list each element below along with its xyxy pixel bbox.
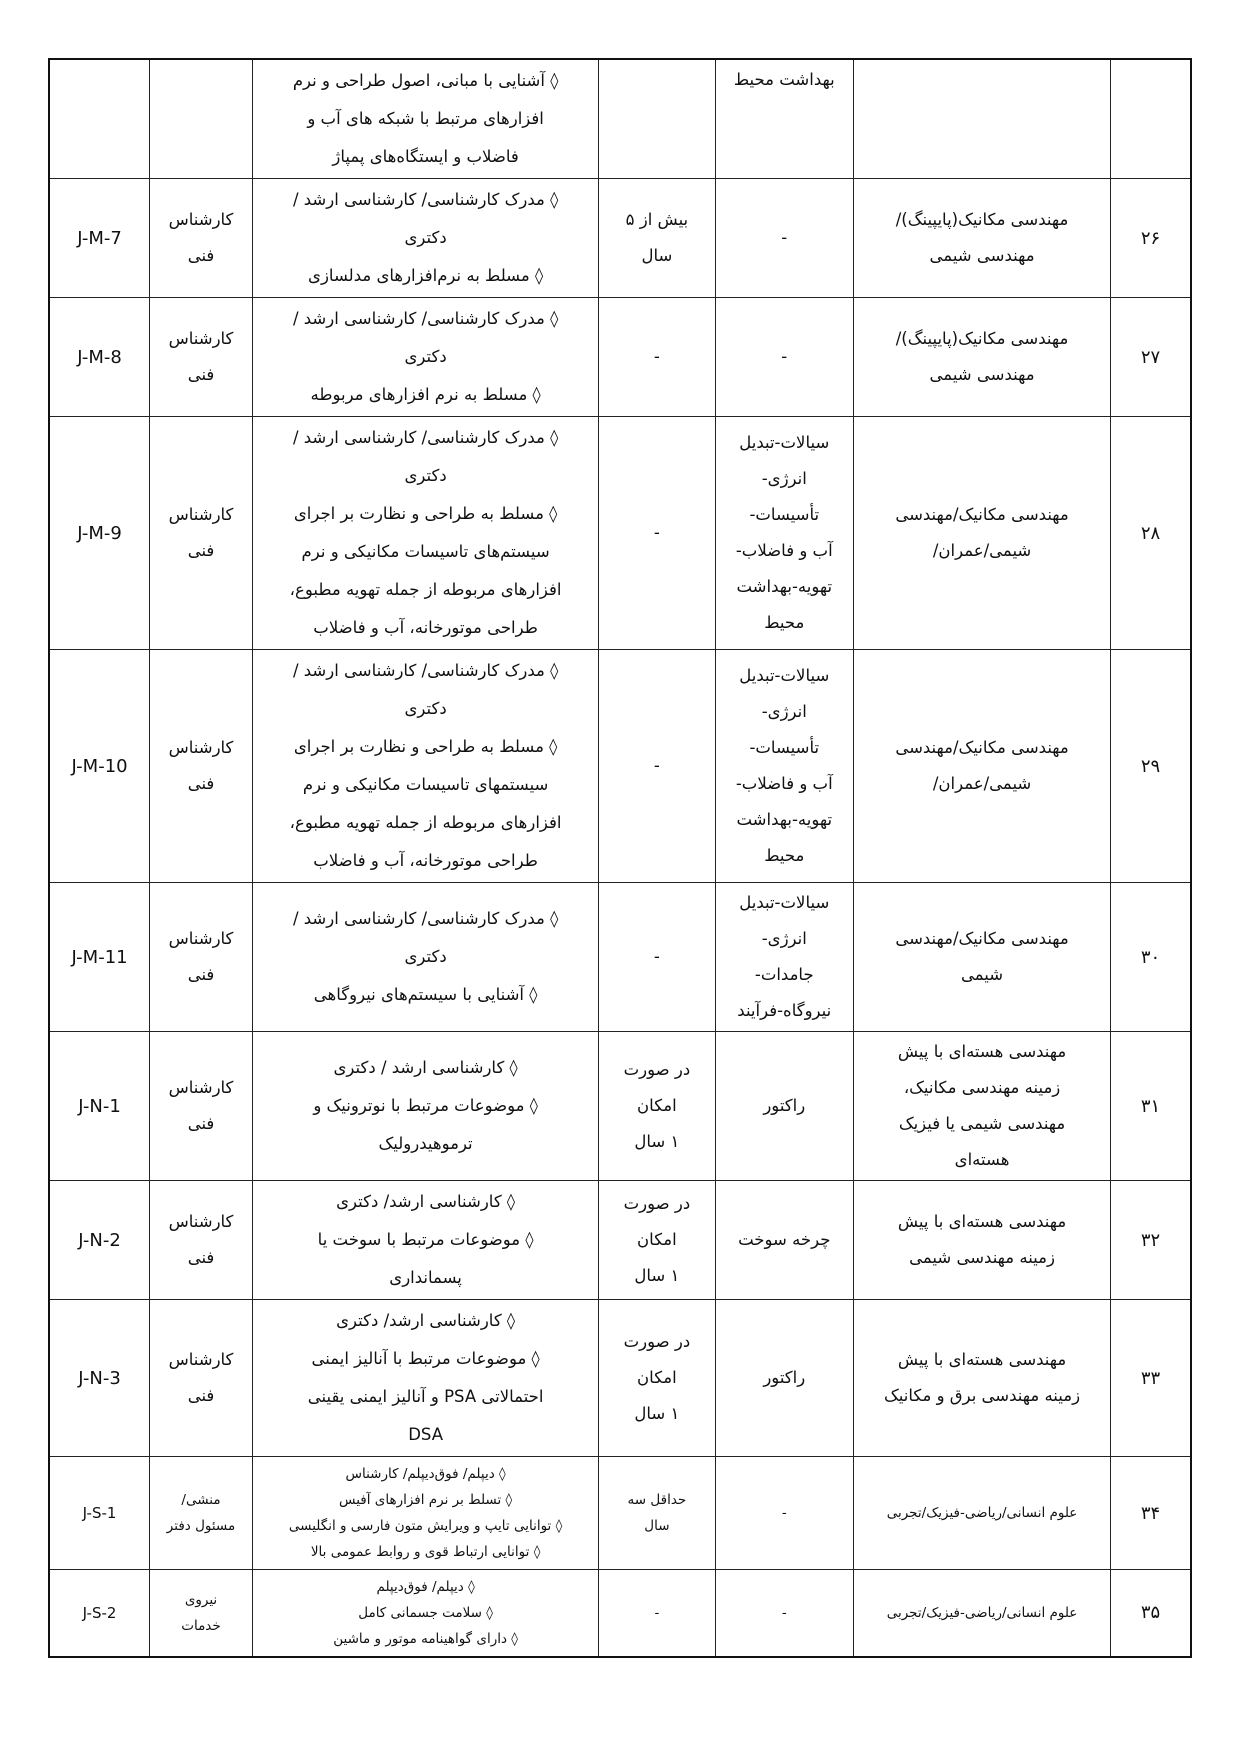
requirements-line: ◊ مسلط به نرم افزارهای مربوطه xyxy=(310,385,541,404)
job-code-cell: J-M-9 xyxy=(49,417,150,650)
position-cell xyxy=(150,1300,253,1457)
degree-title-line: شیمی xyxy=(960,965,1004,984)
experience-line: امکان xyxy=(637,1096,677,1115)
row-number-cell xyxy=(1111,59,1191,179)
experience-line: - xyxy=(653,947,660,966)
degree-title-line: مهندسی مکانیک/مهندسی xyxy=(895,738,1069,757)
position-cell xyxy=(150,298,253,417)
experience-line: بیش از ۵ xyxy=(625,210,689,229)
job-code-cell: J-M-8 xyxy=(49,298,150,417)
requirements-line: ◊ مدرک کارشناسی/ کارشناسی ارشد / xyxy=(292,428,559,447)
position-line: کارشناس xyxy=(168,1350,234,1369)
specialty-cell xyxy=(715,1181,854,1300)
degree-title-line: مهندسی شیمی یا فیزیک xyxy=(898,1114,1066,1133)
job-code-cell: J-S-2 xyxy=(49,1570,150,1657)
specialty-line: محیط xyxy=(764,613,805,632)
specialty-cell xyxy=(715,883,854,1032)
specialty-line: تأسیسات- xyxy=(749,505,820,524)
degree-title-line: مهندسی شیمی xyxy=(929,246,1035,265)
table-row xyxy=(49,1570,1191,1657)
specialty-line: - xyxy=(781,1604,787,1621)
requirements-line: فاضلاب و ایستگاه‌های پمپاژ xyxy=(332,147,519,166)
requirements-line: افزارهای مربوطه از جمله تهویه مطبوع، xyxy=(289,813,562,832)
position-line: منشی/ xyxy=(181,1492,221,1508)
table-row xyxy=(49,1457,1191,1570)
requirements-line: ◊ توانایی تایپ و ویرایش متون فارسی و انگلیسی xyxy=(288,1518,563,1534)
job-code-cell: J-N-2 xyxy=(49,1181,150,1300)
experience-line: ۱ سال xyxy=(634,1404,680,1423)
specialty-line: انرژی- xyxy=(761,929,807,948)
degree-title-line: مهندسی مکانیک(پایپینگ)/ xyxy=(895,210,1069,229)
requirements-cell xyxy=(252,59,598,179)
experience-line: در صورت xyxy=(623,1332,691,1351)
specialty-line: سیالات-تبدیل xyxy=(739,893,830,912)
requirements-cell xyxy=(252,650,598,883)
position-cell xyxy=(150,1032,253,1181)
requirements-cell xyxy=(252,1181,598,1300)
experience-line: ۱ سال xyxy=(634,1132,680,1151)
specialty-cell xyxy=(715,1300,854,1457)
table-row xyxy=(49,1181,1191,1300)
degree-title-line: علوم انسانی/ریاضی-فیزیک/تجربی xyxy=(886,1604,1078,1621)
requirements-line: احتمالاتی PSA و آنالیز ایمنی یقینی xyxy=(307,1387,544,1406)
specialty-cell xyxy=(715,1570,854,1657)
experience-cell xyxy=(599,1300,715,1457)
degree-title-line: مهندسی مکانیک(پایپینگ)/ xyxy=(895,329,1069,348)
position-line: خدمات xyxy=(181,1617,221,1634)
experience-line: حداقل سه xyxy=(627,1492,687,1508)
table-row xyxy=(49,1032,1191,1181)
degree-title-cell xyxy=(854,650,1111,883)
degree-title-line: زمینه مهندسی برق و مکانیک xyxy=(884,1386,1081,1405)
requirements-cell xyxy=(252,1032,598,1181)
degree-title-cell xyxy=(854,1032,1111,1181)
requirements-line: ◊ مسلط به طراحی و نظارت بر اجرای xyxy=(293,504,558,523)
degree-title-line: زمینه مهندسی شیمی xyxy=(909,1248,1055,1267)
job-code-cell: J-N-1 xyxy=(49,1032,150,1181)
table-row xyxy=(49,650,1191,883)
table-row xyxy=(49,417,1191,650)
positions-table xyxy=(48,58,1192,1658)
position-line: فنی xyxy=(187,774,215,793)
requirements-line: ◊ توانایی ارتباط قوی و روابط عمومی بالا xyxy=(310,1544,541,1560)
experience-cell xyxy=(599,417,715,650)
degree-title-cell xyxy=(854,298,1111,417)
requirements-cell xyxy=(252,179,598,298)
position-cell xyxy=(150,1181,253,1300)
requirements-line: طراحی موتورخانه، آب و فاضلاب xyxy=(313,618,538,637)
position-line: فنی xyxy=(187,1386,215,1405)
specialty-line: محیط xyxy=(764,846,805,865)
requirements-line: ◊ دیپلم/ فوق‌دیپلم xyxy=(376,1578,475,1595)
table-row xyxy=(49,59,1191,179)
experience-cell xyxy=(599,650,715,883)
row-number-cell: ۳۲ xyxy=(1111,1181,1191,1300)
requirements-cell xyxy=(252,1457,598,1570)
requirements-line: ◊ تسلط بر نرم افزارهای آفیس xyxy=(339,1492,513,1508)
experience-cell xyxy=(599,179,715,298)
specialty-line: - xyxy=(781,1505,787,1521)
position-line: فنی xyxy=(187,965,215,984)
requirements-line: پسمانداری xyxy=(389,1268,462,1287)
degree-title-cell xyxy=(854,1181,1111,1300)
job-code-cell: J-M-10 xyxy=(49,650,150,883)
row-number-cell: ۳۰ xyxy=(1111,883,1191,1032)
position-line: فنی xyxy=(187,541,215,560)
position-line: فنی xyxy=(187,1248,215,1267)
specialty-line: چرخه سوخت xyxy=(738,1230,831,1249)
experience-line: امکان xyxy=(637,1230,677,1249)
requirements-line: ◊ کارشناسی ارشد/ دکتری xyxy=(336,1192,516,1211)
degree-title-cell xyxy=(854,179,1111,298)
specialty-line: نیروگاه-فرآیند xyxy=(737,1001,832,1020)
position-line: کارشناس xyxy=(168,929,234,948)
position-cell xyxy=(150,417,253,650)
specialty-cell xyxy=(715,417,854,650)
position-line: کارشناس xyxy=(168,738,234,757)
position-line: کارشناس xyxy=(168,505,234,524)
degree-title-cell xyxy=(854,417,1111,650)
experience-line: - xyxy=(653,756,660,775)
table-body xyxy=(49,59,1191,1657)
degree-title-line: مهندسی هسته‌ای با پیش xyxy=(897,1042,1067,1061)
degree-title-line: علوم انسانی/ریاضی-فیزیک/تجربی xyxy=(886,1505,1078,1521)
degree-title-line: مهندسی هسته‌ای با پیش xyxy=(897,1212,1067,1231)
experience-cell xyxy=(599,883,715,1032)
position-cell xyxy=(150,1570,253,1657)
experience-line: ۱ سال xyxy=(634,1266,680,1285)
job-code-cell: J-M-11 xyxy=(49,883,150,1032)
row-number-cell: ۲۹ xyxy=(1111,650,1191,883)
specialty-cell xyxy=(715,650,854,883)
specialty-line: تهویه-بهداشت xyxy=(736,810,833,829)
degree-title-line: هسته‌ای xyxy=(954,1150,1010,1169)
requirements-line: ◊ دیپلم/ فوق‌دیپلم/ کارشناس xyxy=(345,1466,506,1482)
experience-line: در صورت xyxy=(623,1060,691,1079)
requirements-line: دکتری xyxy=(404,228,447,247)
experience-cell xyxy=(599,1032,715,1181)
degree-title-cell xyxy=(854,1570,1111,1657)
degree-title-line: زمینه مهندسی مکانیک، xyxy=(903,1078,1061,1097)
requirements-cell xyxy=(252,417,598,650)
requirements-cell xyxy=(252,883,598,1032)
requirements-line: دکتری xyxy=(404,699,447,718)
experience-cell xyxy=(599,1457,715,1570)
specialty-line: تأسیسات- xyxy=(749,738,820,757)
experience-line: سال xyxy=(644,1518,670,1534)
position-line: نیروی xyxy=(184,1591,218,1608)
position-line: کارشناس xyxy=(168,329,234,348)
specialty-line: انرژی- xyxy=(761,469,807,488)
requirements-line: DSA xyxy=(408,1425,443,1444)
row-number-cell: ۳۵ xyxy=(1111,1570,1191,1657)
specialty-line: جامدات- xyxy=(754,965,814,984)
experience-line: سال xyxy=(641,246,673,265)
specialty-cell xyxy=(715,298,854,417)
position-line: کارشناس xyxy=(168,210,234,229)
requirements-cell xyxy=(252,1300,598,1457)
degree-title-line: مهندسی هسته‌ای با پیش xyxy=(897,1350,1067,1369)
requirements-cell xyxy=(252,298,598,417)
degree-title-line: مهندسی مکانیک/مهندسی xyxy=(895,505,1069,524)
experience-line: امکان xyxy=(637,1368,677,1387)
job-code-cell xyxy=(49,59,150,179)
specialty-cell xyxy=(715,1032,854,1181)
table-row xyxy=(49,883,1191,1032)
degree-title-line: مهندسی شیمی xyxy=(929,365,1035,384)
requirements-line: ◊ موضوعات مرتبط با سوخت یا xyxy=(317,1230,534,1249)
experience-cell xyxy=(599,1181,715,1300)
row-number-cell: ۳۳ xyxy=(1111,1300,1191,1457)
position-cell xyxy=(150,59,253,179)
requirements-line: طراحی موتورخانه، آب و فاضلاب xyxy=(313,851,538,870)
position-cell xyxy=(150,883,253,1032)
degree-title-cell xyxy=(854,883,1111,1032)
position-line: کارشناس xyxy=(168,1212,234,1231)
requirements-line: ◊ کارشناسی ارشد / دکتری xyxy=(333,1058,518,1077)
page-sheet xyxy=(48,58,1192,1658)
specialty-line: - xyxy=(781,347,788,366)
specialty-line: سیالات-تبدیل xyxy=(739,666,830,685)
position-line: مسئول دفتر xyxy=(166,1518,236,1534)
specialty-line: تهویه-بهداشت xyxy=(736,577,833,596)
specialty-line: آب و فاضلاب- xyxy=(735,541,833,560)
requirements-line: ◊ سلامت جسمانی کامل xyxy=(358,1604,493,1621)
requirements-line: ◊ مسلط به طراحی و نظارت بر اجرای xyxy=(293,737,558,756)
degree-title-cell xyxy=(854,59,1111,179)
row-number-cell: ۳۱ xyxy=(1111,1032,1191,1181)
requirements-line: دکتری xyxy=(404,466,447,485)
job-code-cell: J-S-1 xyxy=(49,1457,150,1570)
requirements-line: سیستمهای تاسیسات مکانیکی و نرم xyxy=(302,775,549,794)
requirements-line: ◊ مدرک کارشناسی/ کارشناسی ارشد / xyxy=(292,909,559,928)
job-code-cell: J-N-3 xyxy=(49,1300,150,1457)
requirements-line: ◊ کارشناسی ارشد/ دکتری xyxy=(336,1311,516,1330)
specialty-cell xyxy=(715,179,854,298)
position-cell xyxy=(150,650,253,883)
requirements-line: ◊ مدرک کارشناسی/ کارشناسی ارشد / xyxy=(292,190,559,209)
requirements-line: افزارهای مرتبط با شبکه های آب و xyxy=(307,109,544,128)
degree-title-line: شیمی/عمران/ xyxy=(932,541,1032,560)
specialty-line: راکتور xyxy=(763,1368,806,1387)
requirements-line: ◊ مدرک کارشناسی/ کارشناسی ارشد / xyxy=(292,661,559,680)
requirements-line: ◊ آشنایی با سیستم‌های نیروگاهی xyxy=(313,985,538,1004)
requirements-line: ◊ مسلط به نرم‌افزارهای مدلسازی xyxy=(308,266,544,285)
requirements-line: دکتری xyxy=(404,947,447,966)
specialty-line: انرژی- xyxy=(761,702,807,721)
requirements-line: ترموهیدرولیک xyxy=(378,1134,473,1153)
job-code-cell: J-M-7 xyxy=(49,179,150,298)
experience-cell xyxy=(599,1570,715,1657)
requirements-line: سیستم‌های تاسیسات مکانیکی و نرم xyxy=(301,542,550,561)
requirements-cell xyxy=(252,1570,598,1657)
requirements-line: ◊ موضوعات مرتبط با آنالیز ایمنی xyxy=(311,1349,540,1368)
position-line: فنی xyxy=(187,1114,215,1133)
row-number-cell: ۲۶ xyxy=(1111,179,1191,298)
requirements-line: ◊ آشنایی با مبانی، اصول طراحی و نرم xyxy=(292,71,559,90)
experience-line: - xyxy=(653,347,660,366)
specialty-line: بهداشت محیط xyxy=(733,70,835,89)
requirements-line: افزارهای مربوطه از جمله تهویه مطبوع، xyxy=(289,580,562,599)
experience-line: در صورت xyxy=(623,1194,691,1213)
table-row xyxy=(49,298,1191,417)
requirements-line: ◊ دارای گواهینامه موتور و ماشین xyxy=(333,1630,518,1647)
degree-title-line: شیمی/عمران/ xyxy=(932,774,1032,793)
row-number-cell: ۳۴ xyxy=(1111,1457,1191,1570)
experience-line: - xyxy=(654,1604,660,1621)
position-line: فنی xyxy=(187,246,215,265)
degree-title-cell xyxy=(854,1457,1111,1570)
experience-cell xyxy=(599,59,715,179)
position-cell xyxy=(150,1457,253,1570)
experience-line: - xyxy=(653,523,660,542)
requirements-line: دکتری xyxy=(404,347,447,366)
degree-title-cell xyxy=(854,1300,1111,1457)
specialty-line: آب و فاضلاب- xyxy=(735,774,833,793)
position-cell xyxy=(150,179,253,298)
position-line: کارشناس xyxy=(168,1078,234,1097)
position-line: فنی xyxy=(187,365,215,384)
requirements-line: ◊ موضوعات مرتبط با نوترونیک و xyxy=(313,1096,538,1115)
row-number-cell: ۲۷ xyxy=(1111,298,1191,417)
table-row xyxy=(49,179,1191,298)
specialty-line: سیالات-تبدیل xyxy=(739,433,830,452)
specialty-line: - xyxy=(781,228,788,247)
requirements-line: ◊ مدرک کارشناسی/ کارشناسی ارشد / xyxy=(292,309,559,328)
table-row xyxy=(49,1300,1191,1457)
row-number-cell: ۲۸ xyxy=(1111,417,1191,650)
specialty-cell xyxy=(715,1457,854,1570)
degree-title-line: مهندسی مکانیک/مهندسی xyxy=(895,929,1069,948)
specialty-line: راکتور xyxy=(763,1096,806,1115)
specialty-cell xyxy=(715,59,854,179)
experience-cell xyxy=(599,298,715,417)
